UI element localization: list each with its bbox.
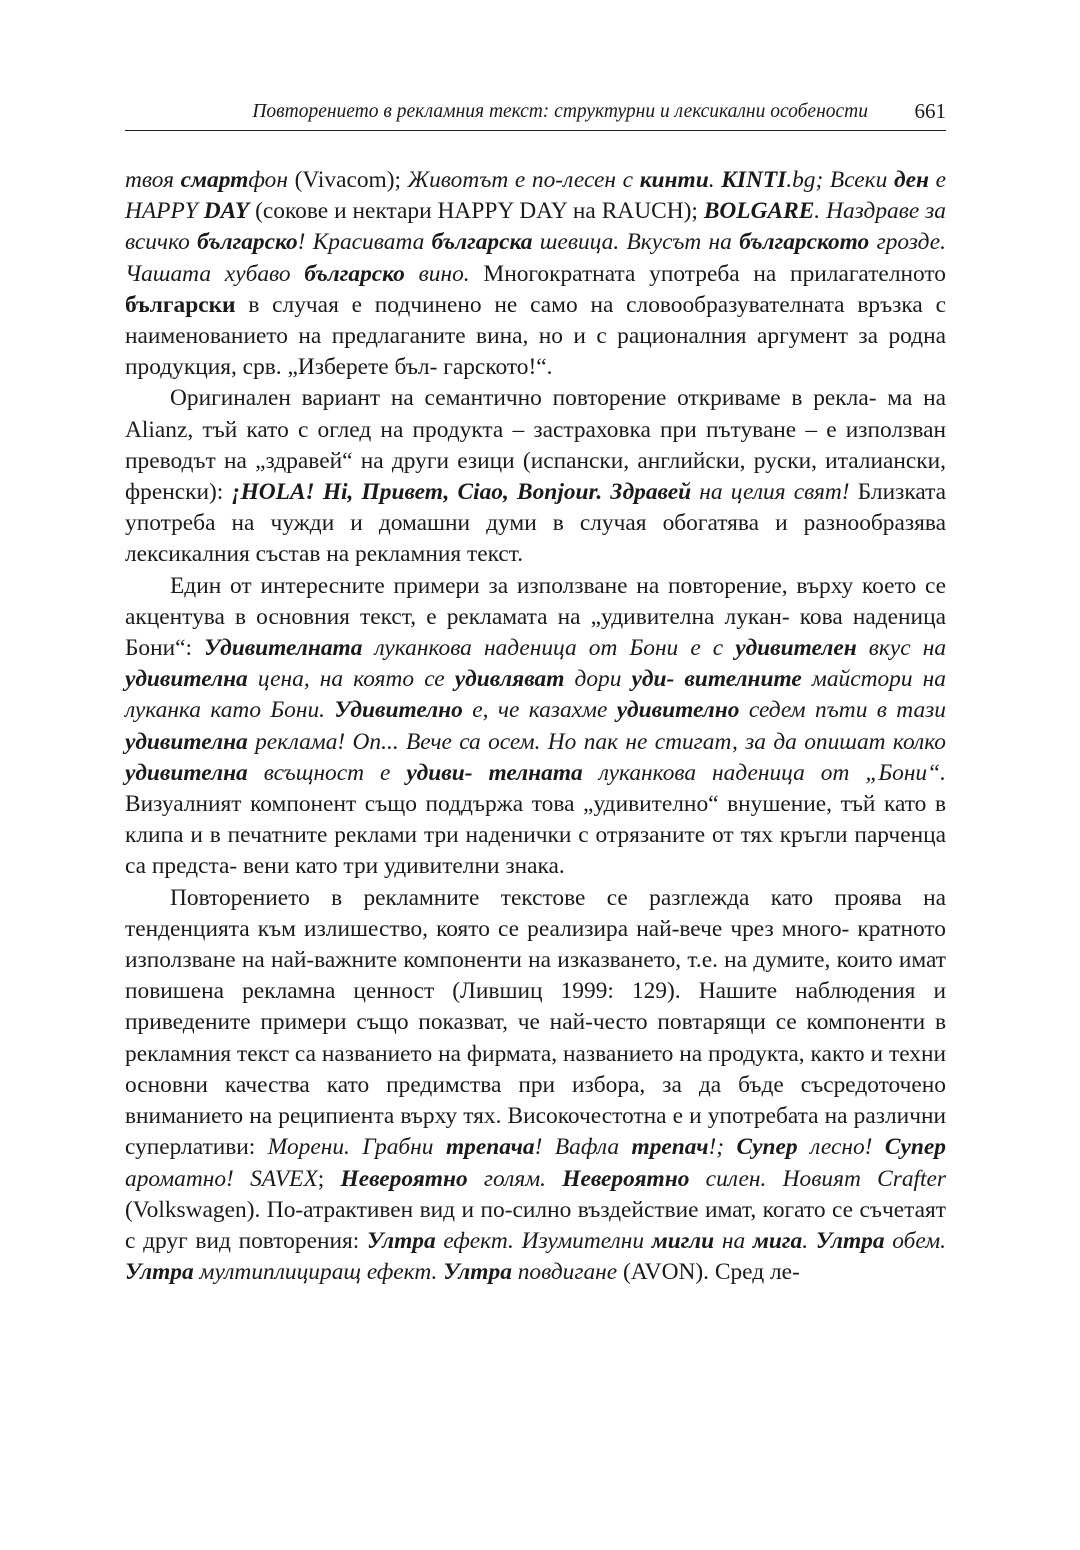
text-span: на: [714, 1227, 753, 1254]
text-span: мига: [752, 1227, 803, 1254]
text-span: мигли: [651, 1227, 715, 1254]
text-span: Ултра: [443, 1259, 512, 1286]
text-span: (Volkswagen). По-атрактивен вид и по-силно въздействие имат, когато се съчетаят с друг вид повторения:: [125, 1196, 946, 1254]
text-span: ден: [893, 167, 929, 193]
text-span: е, че казахме: [462, 697, 617, 724]
page-body: [125, 165, 946, 1288]
text-span: българското: [739, 229, 870, 256]
text-span: цена, на която се: [247, 666, 455, 693]
text-span: ! Вафла: [534, 1134, 632, 1161]
text-span: телната: [488, 759, 583, 786]
text-span: ароматно! SAVEX: [125, 1165, 318, 1192]
text-span: BOLGARE: [703, 198, 815, 225]
text-span: луканкова наденица от „Бони“.: [582, 759, 946, 786]
text-span: удивителен: [735, 635, 857, 662]
text-span: вино.: [404, 260, 470, 287]
text-span: силен. Новият Crafter: [689, 1165, 946, 1192]
text-span: Ултра: [366, 1227, 436, 1254]
text-span: българско: [304, 260, 405, 287]
text-span: вкус на: [856, 635, 947, 662]
text-span: Визуалният компонент също поддържа това „удивително“ внушение, тъй като в клипа и в печатните реклами три наденички с отрязаните от тях кръгли парченца са предста-: [125, 791, 946, 880]
text-span: гарското!“.: [443, 354, 553, 381]
running-header: [125, 98, 946, 131]
text-span: вителните: [684, 666, 802, 693]
text-span: ! Красивата: [297, 229, 432, 256]
text-span: Супер: [884, 1134, 946, 1161]
text-span: фон: [248, 167, 288, 193]
paragraph-3: [125, 571, 946, 883]
text-span: !;: [708, 1134, 737, 1161]
text-span: кинти: [639, 167, 709, 193]
text-span: Удивително: [334, 697, 463, 724]
text-span: всъщност е: [247, 759, 407, 786]
text-span: обем.: [884, 1227, 946, 1254]
text-span: кова наденица Бони“:: [125, 603, 946, 662]
text-span: ма на Alianz, тъй като с оглед на продукта – застраховка при пътуване – е използван преводът на „здравей“ на други езици (испански, английски, руски, италиански, френски):: [125, 385, 946, 506]
text-span: майстори на луканка като Бони.: [125, 666, 946, 724]
text-span: Супер: [736, 1134, 798, 1161]
text-span: уди-: [631, 666, 675, 693]
text-span: Невероятно: [340, 1165, 468, 1192]
text-span: удивително: [616, 697, 740, 724]
text-span: луканкова наденица от Бони е с: [362, 635, 736, 662]
text-span: .: [802, 1227, 816, 1254]
text-span: българска: [431, 229, 533, 256]
text-span: вени като три удивителни знака.: [243, 853, 565, 880]
text-span: Многократната употреба на прилагателното: [469, 260, 947, 287]
text-span: ефект. Изумителни: [435, 1227, 652, 1254]
text-span: ;: [317, 1165, 325, 1192]
text-span: Близката употреба на чужди и домашни думи в случая обогатява и разнообразява лексикалния състав на рекламния текст.: [125, 479, 946, 568]
text-span: Ултра: [125, 1259, 194, 1286]
running-title: Повторението в рекламния текст: структурни и лексикални особености: [252, 101, 868, 122]
text-span: (Vivacom);: [287, 167, 408, 193]
text-span: Оригинален вариант на семантично повторение откриваме в рекла-: [170, 385, 877, 412]
text-span: (AVON). Сред ле-: [617, 1259, 800, 1286]
text-span: твоя: [125, 167, 181, 193]
text-span: лесно!: [797, 1134, 885, 1161]
text-span: мултиплициращ ефект.: [193, 1259, 444, 1286]
text-span: трепача: [445, 1134, 535, 1161]
text-span: Удивителната: [204, 635, 363, 662]
text-span: .: [708, 167, 722, 193]
text-span: удивителна: [125, 728, 248, 755]
text-span: . Наздраве за всичко: [125, 198, 946, 256]
text-span: Един от интересните примери за използване на повторение, върху което се акцентува в основния текст, е рекламата на „удивителна лукан-: [125, 572, 946, 630]
text-span: удивителна: [125, 666, 248, 693]
text-span: KINTI: [721, 167, 787, 193]
text-span: удивителна: [125, 759, 248, 786]
text-span: смарт: [180, 167, 249, 193]
paragraph-1: [125, 165, 946, 383]
text-span: български: [125, 291, 236, 318]
text-span: Повторението в рекламните текстове се разглежда като проява на тенденцията към излишество, която се реализира най-вече чрез много-: [125, 884, 946, 942]
text-span: удивляват: [454, 666, 565, 693]
text-span: Ултра: [815, 1227, 885, 1254]
text-span: (сокове и нектари HAPPY DAY на RAUCH);: [249, 198, 704, 225]
paragraph-4: [125, 883, 946, 1289]
text-span: в случая е подчинено не само на словообразувателната връзка с наименованието на предлаганите вина, но и с рационалния аргумент за родна продукция, срв. „Изберете бъл-: [125, 291, 946, 381]
text-span: трепач: [631, 1134, 709, 1161]
text-span: удиви-: [406, 759, 473, 786]
text-span: Животът е по-лесен с: [407, 167, 640, 193]
text-span: дори: [564, 666, 632, 693]
text-span: Невероятно: [562, 1165, 690, 1192]
text-span: .bg; Всеки: [786, 167, 888, 193]
text-span: DAY: [203, 198, 250, 225]
page-number: 661: [914, 99, 946, 123]
text-span: повдигане: [511, 1259, 618, 1286]
text-span: седем пъти в тази: [739, 697, 946, 724]
text-span: шевица. Вкусът на: [532, 229, 740, 256]
text-span: грозде. Чашата хубаво: [125, 229, 946, 287]
text-span: на целия свят!: [691, 479, 850, 506]
text-span: кратното използване на най-важните компоненти на изказването, т.е. на думите, които имат повишена рекламна ценност (Лившиц 1999: 129). Нашите наблюдения и приведените примери също показват, че най-често повтарящи се компоненти в рекламния текст са названието на фирмата, названието на продукта, както и техни основни качества като предимства при избора, за да бъде съсредоточено вниманието на реципиента върху тях. Високочестотна е и употребата на различни суперлативи:: [125, 915, 946, 1161]
text-span: голям.: [467, 1165, 563, 1192]
text-span: реклама! Оп... Вече са осем. Но пак не стигат, за да опишат колко: [247, 728, 946, 755]
text-span: Морени. Грабни: [267, 1134, 446, 1161]
text-span: българско: [197, 229, 298, 256]
text-span: ¡HOLA! Hi, Привет, Ciao, Bonjour. Здравей: [231, 479, 692, 506]
paragraph-2: [125, 383, 946, 570]
text-span: е HAPPY: [125, 167, 946, 225]
